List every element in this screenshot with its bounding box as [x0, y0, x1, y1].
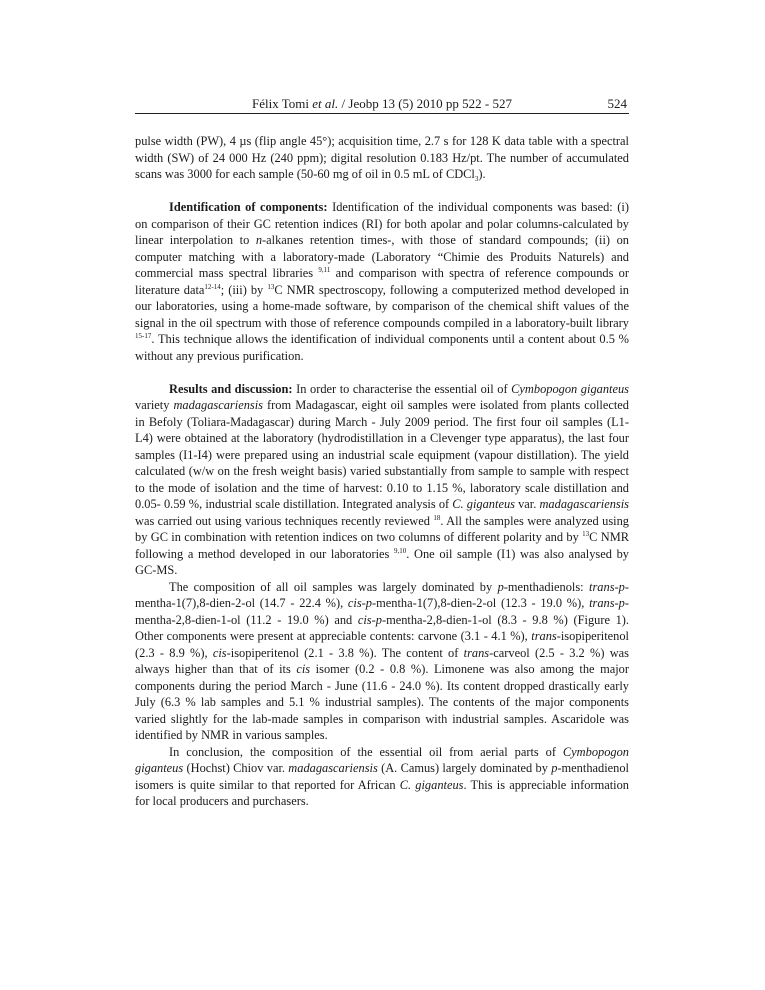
citation: 9,10 — [394, 546, 407, 555]
header-etal: et al. — [312, 96, 339, 111]
paragraph-results: Results and discussion: In order to characterise the essential oil of Cymbopogon giganteus variety madagascariensis from Madagascar, eight oil samples were isolated from plants collected in Befoly (Toliara-Madagascar) during March - July 2009 period. The first four oil samples (L1-L4) were obtained at the laboratory (hydrodistillation in a Clevenger type apparatus), the last four samples (I1-I4) were prepared using an industrial scale equipment (vapour distillation). The yield calculated (w/w on the fresh weight basis) varied substantially from sample to sample with respect to the mode of isolation and the time of harvest: 0.10 to 1.15 %, laboratory scale distillation and 0.05- 0.59 %, industrial scale distillation. Integrated analysis of C. giganteus var. madagascariensis was carried out using various techniques recently reviewed $^{18}$. All the samples were analyzed using by GC in combination with retention indices on two columns of different polarity and by $^{13}$C NMR following a method developed in our laboratories $^{9,10}$. One oil sample (I1) was also analysed by GC-MS. — [135, 381, 630, 577]
citation: 12-14 — [204, 282, 221, 291]
citation: 18 — [433, 513, 441, 522]
citation: 15-17 — [135, 332, 152, 340]
paragraph-conclusion: In conclusion, the composition of the essential oil from aerial parts of Cymbopogon giganteus (Hochst) Chiov var. madagascariensis (A. Camus) largely dominated by p-menthadienol isomers is quite similar to that reported for African C. giganteus. This is appreciable information for local producers and purchasers. — [135, 744, 629, 808]
paragraph-nmr-parameters: pulse width (PW), 4 µs (flip angle 45°); acquisition time, 2.7 s for 128 K data table with a spectral width (SW) of 24 000 Hz (240 ppm); digital resolution 0.183 Hz/pt. The number of accumulated scans was 3000 for each sample (50-60 mg of oil in 0.5 mL of CDCl$_3$). — [135, 134, 629, 183]
section-heading-results: Results and discussion: — [169, 381, 293, 396]
citation: 9,11 — [318, 266, 331, 274]
section-heading-identification: Identification of components: — [169, 200, 328, 214]
page-number: 524 — [607, 96, 627, 111]
running-title — [135, 96, 629, 112]
header-journal: / Jeobp 13 (5) 2010 pp 522 - 527 — [341, 96, 512, 111]
paragraph-identification: Identification of components: Identification of the individual components was based: (i) on comparison of their GC retention indices (RI) for both apolar and polar columns-calculated by linear interpolation to n-alkanes retention times-, with those of standard compounds; (ii) on computer matching with a laboratory-made (Laboratory “Chimie des Produits Naturels) and commercial mass spectral libraries $^{9,11}$ and comparison with spectra of reference compounds or literature data$^{12-14}$; (iii) by $^{13}$C NMR spectroscopy, following a computerized method developed in our laboratories, using a home-made software, by comparison of the chemical shift values of the signal in the oil spectrum with those of reference compounds compiled in a laboratory-built library $^{15-17}$. This technique allows the identification of individual components until a content about 0.5 % without any previous purification. — [135, 200, 629, 363]
article-body — [135, 133, 629, 810]
header-author: Félix Tomi — [252, 96, 310, 111]
running-header — [135, 96, 629, 114]
paragraph-composition: The composition of all oil samples was largely dominated by p-menthadienols: trans-p-mentha-1(7),8-dien-2-ol (14.7 - 22.4 %), cis-p-mentha-1(7),8-dien-2-ol (12.3 - 19.0 %), trans-p-mentha-2,8-dien-1-ol (11.2 - 19.0 %) and cis-p-mentha-2,8-dien-1-ol (8.3 - 9.8 %) (Figure 1). Other components were present at appreciable contents: carvone (3.1 - 4.1 %), trans-isopiperitenol (2.3 - 8.9 %), cis-isopiperitenol (2.1 - 3.8 %). The content of trans-carveol (2.5 - 3.2 %) was always higher than that of its cis isomer (0.2 - 0.8 %). Limonene was also among the major components during the period March - June (11.6 - 24.0 %). Its content dropped drastically early July (6.3 % lab samples and 5.1 % industrial samples). The contents of the major components varied slightly for the lab-made samples in comparison with industrial samples. Ascaridole was identified by NMR in various samples. — [135, 579, 630, 742]
